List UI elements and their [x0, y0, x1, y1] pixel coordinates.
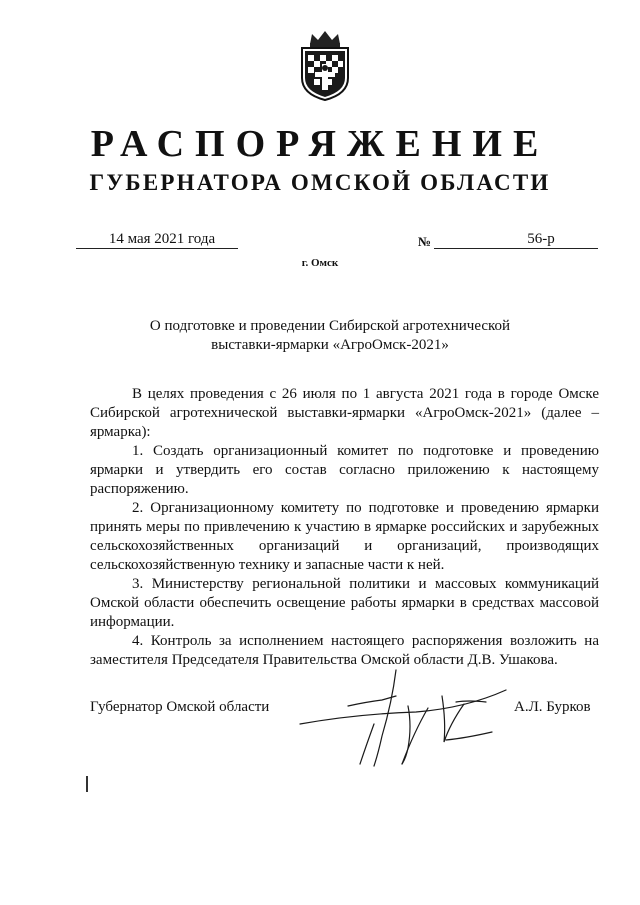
document-number: 56-р [434, 230, 598, 249]
subject-line-1: О подготовке и проведении Сибирской агротехнической [149, 318, 511, 334]
document-date: 14 мая 2021 года [76, 230, 238, 249]
body-item-4: 4. Контроль за исполнением настоящего распоряжения возложить на заместителя Председателя Правительства Омской области Д.В. Ушакова. [90, 633, 599, 668]
issuer-title: ГУБЕРНАТОРА ОМСКОЙ ОБЛАСТИ [89, 170, 551, 195]
body-item-2: 2. Организационному комитету по подготовке и проведению ярмарки принять меры по привлечению к участию в ярмарке российских и зарубежных сельскохозяйственных организаций и организаций, производящих сельскохозяйственную технику и запасные части к ней. [90, 500, 599, 573]
subject-line-2: выставки-ярмарки «АгроОмск-2021» [211, 337, 449, 353]
number-sign: № [418, 234, 432, 249]
body-item-3: 3. Министерству региональной политики и массовых коммуникаций Омской области обеспечить освещение работы ярмарки в средствах массовой информации. [90, 576, 599, 630]
signatory-position: Губернатор Омской области [90, 699, 270, 715]
document-body [90, 385, 599, 670]
document-city: г. Омск [301, 257, 339, 269]
signatory-name: А.Л. Бурков [514, 699, 591, 715]
document-subject [120, 317, 540, 355]
handwritten-signature-icon [296, 662, 516, 772]
document-type-title: РАСПОРЯЖЕНИЕ [90, 123, 550, 165]
coat-of-arms-icon [296, 28, 354, 102]
margin-mark [86, 776, 88, 792]
body-intro: В целях проведения с 26 июля по 1 августа 2021 года в городе Омске Сибирской агротехнической выставки-ярмарки «АгроОмск-2021» (далее – ярмарка): [90, 386, 599, 440]
body-item-1: 1. Создать организационный комитет по подготовке и проведению ярмарки и утвердить его состав согласно приложению к настоящему распоряжению. [90, 443, 599, 497]
